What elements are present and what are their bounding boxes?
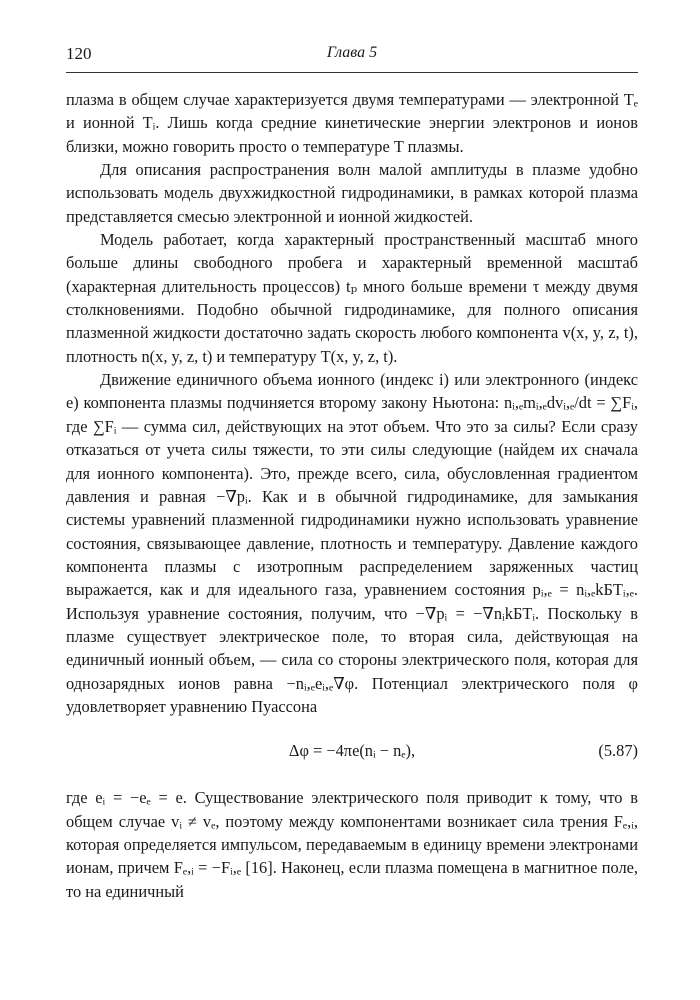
header-rule	[66, 72, 638, 73]
paragraph-2: Для описания распространения волн малой амплитуды в плазме удобно использовать модель двухжидкостной гидродинамики, в рамках которой плазма представляется смесью электронной и ионной жидкостей.	[66, 160, 638, 226]
paragraph-4: Движение единичного объема ионного (индекс i) или электронного (индекс e) компонента плазмы подчиняется второму закону Ньютона: nᵢ,ₑmᵢ,ₑdvᵢ,ₑ/dt = ∑Fᵢ, где ∑Fᵢ — сумма сил, действующих на этот объем. Что это за силы? Если сразу отказаться от учета силы тяжести, то эти силы следующие (найдем их сначала для ионного компонента). Это, прежде всего, сила, обусловленная градиентом давления и равная −∇pᵢ. Как и в обычной гидродинамике, для замыкания системы уравнений плазменной гидродинамики нужно использовать уравнение состояния, связывающее давление, плотность и температуру. Давление каждого компонента плазмы с изотропным распределением заряженных частиц выражается, как и для идеального газа, уравнением состояния pᵢ,ₑ = nᵢ,ₑkБTᵢ,ₑ. Используя уравнение состояния, получим, что −∇pᵢ = −∇nᵢkБTᵢ. Поскольку в плазме существует электрическое поле, то вторая сила, действующая на единичный ионный объем, — сила со стороны электрического поля, которая для однозарядных ионов равна −nᵢ,ₑeᵢ,ₑ∇φ. Потенциал электрического поля φ удовлетворяет уравнению Пуассона	[66, 370, 638, 716]
equation-body: Δφ = −4πe(nᵢ − nₑ),	[288, 741, 416, 761]
equation-5-87	[66, 722, 638, 780]
paragraph-5: где eᵢ = −eₑ = e. Существование электрического поля приводит к тому, что в общем случае vᵢ ≠ vₑ, поэтому между компонентами возникает сила трения Fₑ,ᵢ, которая определяется импульсом, передаваемым в единицу времени электронами ионам, причем Fₑ,ᵢ = −Fᵢ,ₑ [16]. Наконец, если плазма помещена в магнитное поле, то на единичный	[66, 788, 638, 901]
equation-number: (5.87)	[598, 741, 638, 761]
body-text	[66, 88, 638, 903]
paragraph-3: Модель работает, когда характерный пространственный масштаб много больше длины свободного пробега и характерный временной масштаб (характерная длительность процессов) tₚ много больше времени τ между двумя столкновениями. Подобно обычной гидродинамике, для полного описания плазменной жидкости достаточно задать скорость любого компонента v(x, y, z, t), плотность n(x, y, z, t) и температуру T(x, y, z, t).	[66, 230, 638, 366]
chapter-title: Глава 5	[326, 44, 378, 61]
paragraph-1: плазма в общем случае характеризуется двумя температурами — электронной Tₑ и ионной Tᵢ. Лишь когда средние кинетические энергии электронов и ионов близки, можно говорить просто о температуре T плазмы.	[66, 90, 638, 156]
page-number: 120	[66, 44, 92, 63]
running-header	[66, 44, 638, 70]
